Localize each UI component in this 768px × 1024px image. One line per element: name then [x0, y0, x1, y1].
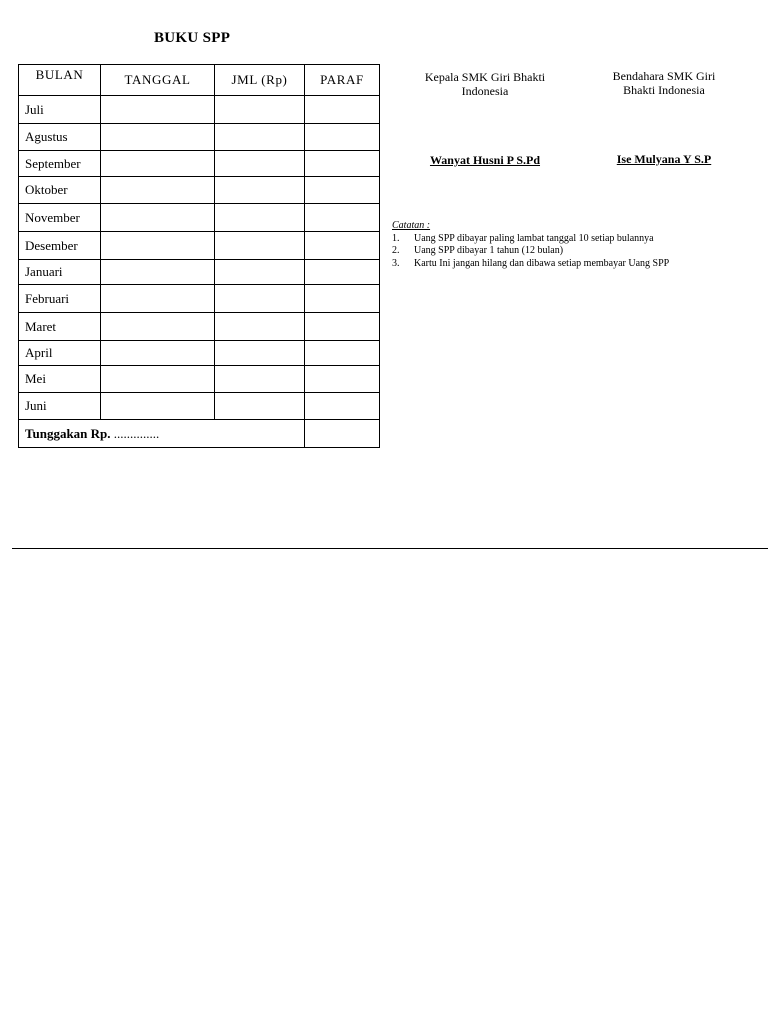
note-text: Uang SPP dibayar 1 tahun (12 bulan): [414, 245, 564, 256]
jml-cell: [215, 177, 305, 204]
cut-divider-line: [12, 548, 768, 549]
table-row: [19, 313, 380, 341]
header-tanggal: TANGGAL: [101, 65, 215, 96]
month-cell: Desember: [19, 232, 101, 260]
tanggal-cell: [101, 393, 215, 420]
paraf-cell: [305, 124, 380, 151]
table-row: [19, 232, 380, 260]
jml-cell: [215, 393, 305, 420]
notes-list: [392, 233, 669, 271]
tanggal-cell: [101, 285, 215, 313]
note-number: 3.: [392, 257, 400, 269]
table-row: [19, 260, 380, 285]
jml-cell: [215, 313, 305, 341]
jml-cell: [215, 366, 305, 393]
header-paraf: PARAF: [305, 65, 380, 96]
month-cell: Agustus: [19, 124, 101, 151]
bendahara-signature-role: [578, 69, 750, 97]
tanggal-cell: [101, 232, 215, 260]
paraf-cell: [305, 366, 380, 393]
note-number: 1.: [392, 232, 400, 244]
jml-cell: [215, 285, 305, 313]
table-row: [19, 393, 380, 420]
table-row: [19, 96, 380, 124]
table-row: [19, 285, 380, 313]
header-jml: JML (Rp): [215, 65, 305, 96]
note-number: 2.: [392, 245, 400, 256]
month-cell: Januari: [19, 260, 101, 285]
month-cell: Maret: [19, 313, 101, 341]
tanggal-cell: [101, 124, 215, 151]
tunggakan-paraf-cell: [305, 420, 380, 448]
month-cell: September: [19, 151, 101, 177]
tanggal-cell: [101, 177, 215, 204]
paraf-cell: [305, 313, 380, 341]
jml-cell: [215, 151, 305, 177]
note-text: Kartu Ini jangan hilang dan dibawa setiap membayar Uang SPP: [414, 257, 670, 269]
month-cell: April: [19, 341, 101, 366]
table-row: [19, 177, 380, 204]
tunggakan-label: Tunggakan Rp.: [25, 425, 111, 441]
tanggal-cell: [101, 313, 215, 341]
paraf-cell: [305, 232, 380, 260]
notes-heading: Catatan :: [392, 220, 431, 231]
jml-cell: [215, 232, 305, 260]
jml-cell: [215, 204, 305, 232]
table-row: [19, 151, 380, 177]
table-row: [19, 341, 380, 366]
paraf-cell: [305, 204, 380, 232]
month-cell: Juli: [19, 96, 101, 124]
paraf-cell: [305, 260, 380, 285]
table-row: [19, 366, 380, 393]
paraf-cell: [305, 393, 380, 420]
tanggal-cell: [101, 341, 215, 366]
jml-cell: [215, 341, 305, 366]
paraf-cell: [305, 177, 380, 204]
table-row: [19, 124, 380, 151]
paraf-cell: [305, 341, 380, 366]
header-bulan: BULAN: [19, 65, 101, 96]
tunggakan-row: [19, 420, 380, 448]
spp-payment-table: [18, 64, 380, 448]
month-cell: November: [19, 204, 101, 232]
tanggal-cell: [101, 151, 215, 177]
list-item: [392, 258, 669, 271]
bendahara-role-line2: Bhakti Indonesia: [623, 83, 705, 97]
month-cell: Juni: [19, 393, 101, 420]
month-cell: Oktober: [19, 177, 101, 204]
jml-cell: [215, 124, 305, 151]
list-item: [392, 233, 669, 246]
tanggal-cell: [101, 96, 215, 124]
jml-cell: [215, 260, 305, 285]
note-text: Uang SPP dibayar paling lambat tanggal 10 setiap bulannya: [414, 232, 654, 244]
bendahara-signature-name: Ise Mulyana Y S.P: [616, 152, 712, 166]
paraf-cell: [305, 285, 380, 313]
list-item: [392, 245, 669, 258]
kepala-signature-name: Wanyat Husni P S.Pd: [429, 153, 541, 167]
paraf-cell: [305, 96, 380, 124]
tanggal-cell: [101, 204, 215, 232]
tunggakan-dots: ..............: [113, 425, 160, 441]
kepala-signature-role: [396, 70, 574, 98]
kepala-role-line1: Kepala SMK Giri Bhakti: [424, 70, 546, 84]
page-title: BUKU SPP: [154, 30, 231, 46]
table-row: [19, 204, 380, 232]
kepala-role-line2: Indonesia: [461, 84, 509, 98]
tanggal-cell: [101, 260, 215, 285]
month-cell: Februari: [19, 285, 101, 313]
jml-cell: [215, 96, 305, 124]
bendahara-role-line1: Bendahara SMK Giri: [612, 69, 716, 83]
tanggal-cell: [101, 366, 215, 393]
paraf-cell: [305, 151, 380, 177]
notes-section: [392, 220, 669, 270]
month-cell: Mei: [19, 366, 101, 393]
tunggakan-cell: [19, 420, 305, 448]
